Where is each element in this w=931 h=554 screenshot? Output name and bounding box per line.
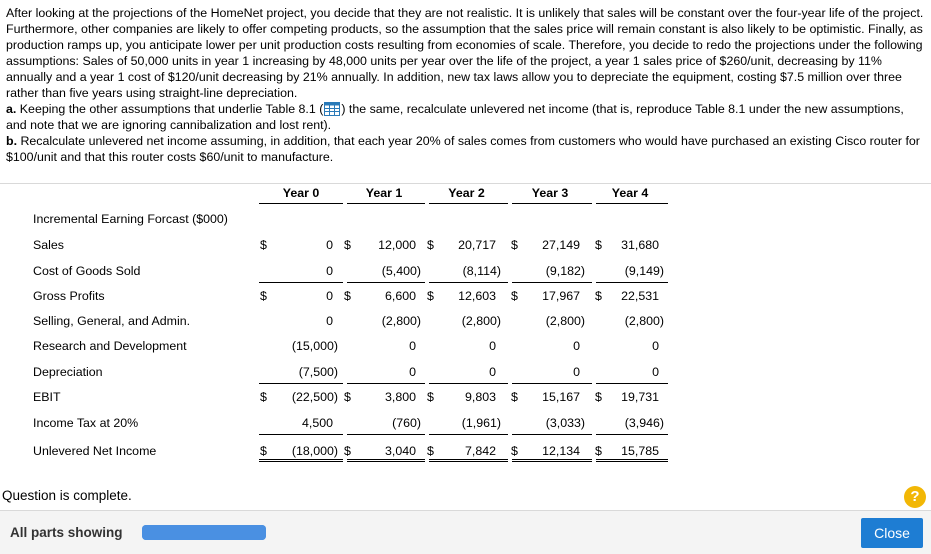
double-underline [259, 459, 343, 462]
underline [596, 282, 668, 283]
table-row-sga [6, 314, 666, 334]
cell-value: 12,000 [378, 238, 416, 252]
header-underline [596, 203, 668, 204]
dollar-sign: $ [427, 390, 434, 404]
dollar-sign: $ [595, 289, 602, 303]
cell-value: 3,800 [384, 390, 416, 404]
progress-fill [142, 525, 266, 540]
header-year-3: Year 3 [531, 186, 569, 200]
cell-value: 0 [652, 339, 659, 353]
cell-value: (8,114) [462, 264, 501, 278]
double-underline [347, 459, 425, 462]
dollar-sign: $ [260, 390, 267, 404]
cell-value: (2,800) [381, 314, 421, 328]
underline [596, 383, 668, 384]
double-underline [596, 459, 668, 462]
table-row-rnd [6, 339, 666, 359]
cell-value: 0 [489, 365, 496, 379]
cell-value: 0 [326, 289, 333, 303]
problem-statement [6, 5, 924, 165]
cell-value: (2,800) [545, 314, 585, 328]
cell-value: (22,500) [291, 390, 338, 404]
underline [429, 434, 508, 435]
underline [259, 383, 343, 384]
underline [512, 383, 592, 384]
cell-value: (2,800) [461, 314, 501, 328]
underline [259, 434, 343, 435]
part-a [6, 101, 924, 133]
dollar-sign: $ [344, 238, 351, 252]
bottom-bar [0, 510, 931, 554]
header-year-4: Year 4 [611, 186, 649, 200]
row-label: Selling, General, and Admin. [33, 314, 191, 328]
cell-value: 0 [409, 339, 416, 353]
cell-value: 0 [573, 339, 580, 353]
header-underline [259, 203, 343, 204]
cell-value: 15,167 [542, 390, 580, 404]
dollar-sign: $ [260, 289, 267, 303]
cell-value: (9,149) [624, 264, 664, 278]
header-year-0: Year 0 [282, 186, 320, 200]
cell-value: (15,000) [291, 339, 338, 353]
table-row-sales [6, 238, 666, 258]
dollar-sign: $ [344, 444, 351, 458]
dollar-sign: $ [344, 289, 351, 303]
double-underline [512, 459, 592, 462]
part-a-prefix: a. [6, 102, 17, 116]
row-label: Cost of Goods Sold [33, 264, 141, 278]
dollar-sign: $ [595, 390, 602, 404]
row-label: Sales [33, 238, 64, 252]
dollar-sign: $ [260, 444, 267, 458]
cell-value: 3,040 [384, 444, 416, 458]
problem-intro: After looking at the projections of the HomeNet project, you decide that they are not realistic. It is unlikely that sales will be constant over the four-year life of the project. Furthermore, other companies are likely to offer competing products, so the assumption that the sales price will remain constant is also likely to be optimistic. Finally, as production ramps up, you anticipate lower per unit production costs resulting from economies of scale. Therefore, you decide to redo the projections under the following assumptions: Sales of 50,000 units in year 1 increasing by 48,000 units per year over the life of the project, a year 1 sales price of $260/unit, decreasing by 11% annually and a year 1 cost of $120/unit decreasing by 21% annually. In addition, new tax laws allow you to depreciate the equipment, costing $7.5 million over three rather than five years using straight-line depreciation. [6, 6, 924, 100]
cell-value: (3,033) [545, 416, 585, 430]
cell-value: (1,961) [461, 416, 501, 430]
part-a-text-2: ) the same, recalculate unlevered net income (that is, reproduce Table 8.1 under the new assumptions, and note that we are ignoring cannibalization and lost rent). [6, 102, 904, 132]
part-a-text-1: Keeping the other assumptions that underlie Table 8.1 ( [16, 102, 324, 116]
question-status: Question is complete. [2, 488, 132, 503]
cell-value: 12,603 [458, 289, 496, 303]
section-title-row [6, 212, 666, 232]
cell-value: (2,800) [624, 314, 664, 328]
table-row-depreciation [6, 365, 666, 385]
table-row-gross-profits [6, 289, 666, 309]
cell-value: 15,785 [621, 444, 659, 458]
part-b [6, 133, 924, 165]
underline [347, 434, 425, 435]
dollar-sign: $ [511, 238, 518, 252]
table-grid-icon[interactable] [324, 102, 340, 116]
row-label: Income Tax at 20% [33, 416, 139, 430]
header-underline [429, 203, 508, 204]
cell-value: 9,803 [464, 390, 496, 404]
cell-value: (9,182) [545, 264, 585, 278]
table-row-ebit [6, 390, 666, 410]
dollar-sign: $ [595, 238, 602, 252]
cell-value: 0 [326, 264, 333, 278]
cell-value: (18,000) [291, 444, 338, 458]
underline [259, 282, 343, 283]
cell-value: 20,717 [458, 238, 496, 252]
progress-bar [142, 525, 266, 540]
underline [596, 434, 668, 435]
part-b-text: Recalculate unlevered net income assuming, in addition, that each year 20% of sales comes from customers who would have purchased an existing Cisco router for $100/unit and that this router costs $60/unit to manufacture. [6, 134, 920, 164]
dollar-sign: $ [260, 238, 267, 252]
cell-value: 27,149 [542, 238, 580, 252]
cell-value: 31,680 [621, 238, 659, 252]
help-icon[interactable]: ? [904, 486, 926, 508]
row-label: Unlevered Net Income [33, 444, 157, 458]
cell-value: 7,842 [464, 444, 496, 458]
row-label: Research and Development [33, 339, 187, 353]
cell-value: (5,400) [381, 264, 421, 278]
dollar-sign: $ [427, 444, 434, 458]
dollar-sign: $ [511, 289, 518, 303]
close-button[interactable]: Close [861, 518, 923, 548]
section-title: Incremental Earning Forcast ($000) [33, 212, 228, 226]
dollar-sign: $ [595, 444, 602, 458]
cell-value: 0 [489, 339, 496, 353]
cell-value: 0 [573, 365, 580, 379]
table-row-income-tax [6, 416, 666, 436]
dollar-sign: $ [511, 390, 518, 404]
double-underline [429, 459, 508, 462]
header-year-2: Year 2 [448, 186, 485, 200]
cell-value: (7,500) [298, 365, 338, 379]
divider [0, 183, 931, 184]
underline [512, 282, 592, 283]
cell-value: 0 [652, 365, 659, 379]
underline [512, 434, 592, 435]
cell-value: (760) [392, 416, 421, 430]
cell-value: (3,946) [624, 416, 664, 430]
cell-value: 19,731 [621, 390, 659, 404]
dollar-sign: $ [511, 444, 518, 458]
header-year-1: Year 1 [365, 186, 403, 200]
underline [429, 282, 508, 283]
part-b-prefix: b. [6, 134, 18, 148]
cell-value: 22,531 [621, 289, 659, 303]
cell-value: 4,500 [301, 416, 333, 430]
all-parts-label: All parts showing [10, 525, 123, 540]
underline [429, 383, 508, 384]
cell-value: 12,134 [542, 444, 580, 458]
dollar-sign: $ [427, 289, 434, 303]
underline [347, 282, 425, 283]
cell-value: 0 [326, 238, 333, 252]
table-row-cogs [6, 264, 666, 284]
row-label: Depreciation [33, 365, 103, 379]
cell-value: 6,600 [384, 289, 416, 303]
dollar-sign: $ [344, 390, 351, 404]
row-label: Gross Profits [33, 289, 105, 303]
cell-value: 0 [326, 314, 333, 328]
header-underline [347, 203, 425, 204]
header-underline [512, 203, 592, 204]
cell-value: 17,967 [542, 289, 580, 303]
cell-value: 0 [409, 365, 416, 379]
row-label: EBIT [33, 390, 61, 404]
underline [347, 383, 425, 384]
dollar-sign: $ [427, 238, 434, 252]
